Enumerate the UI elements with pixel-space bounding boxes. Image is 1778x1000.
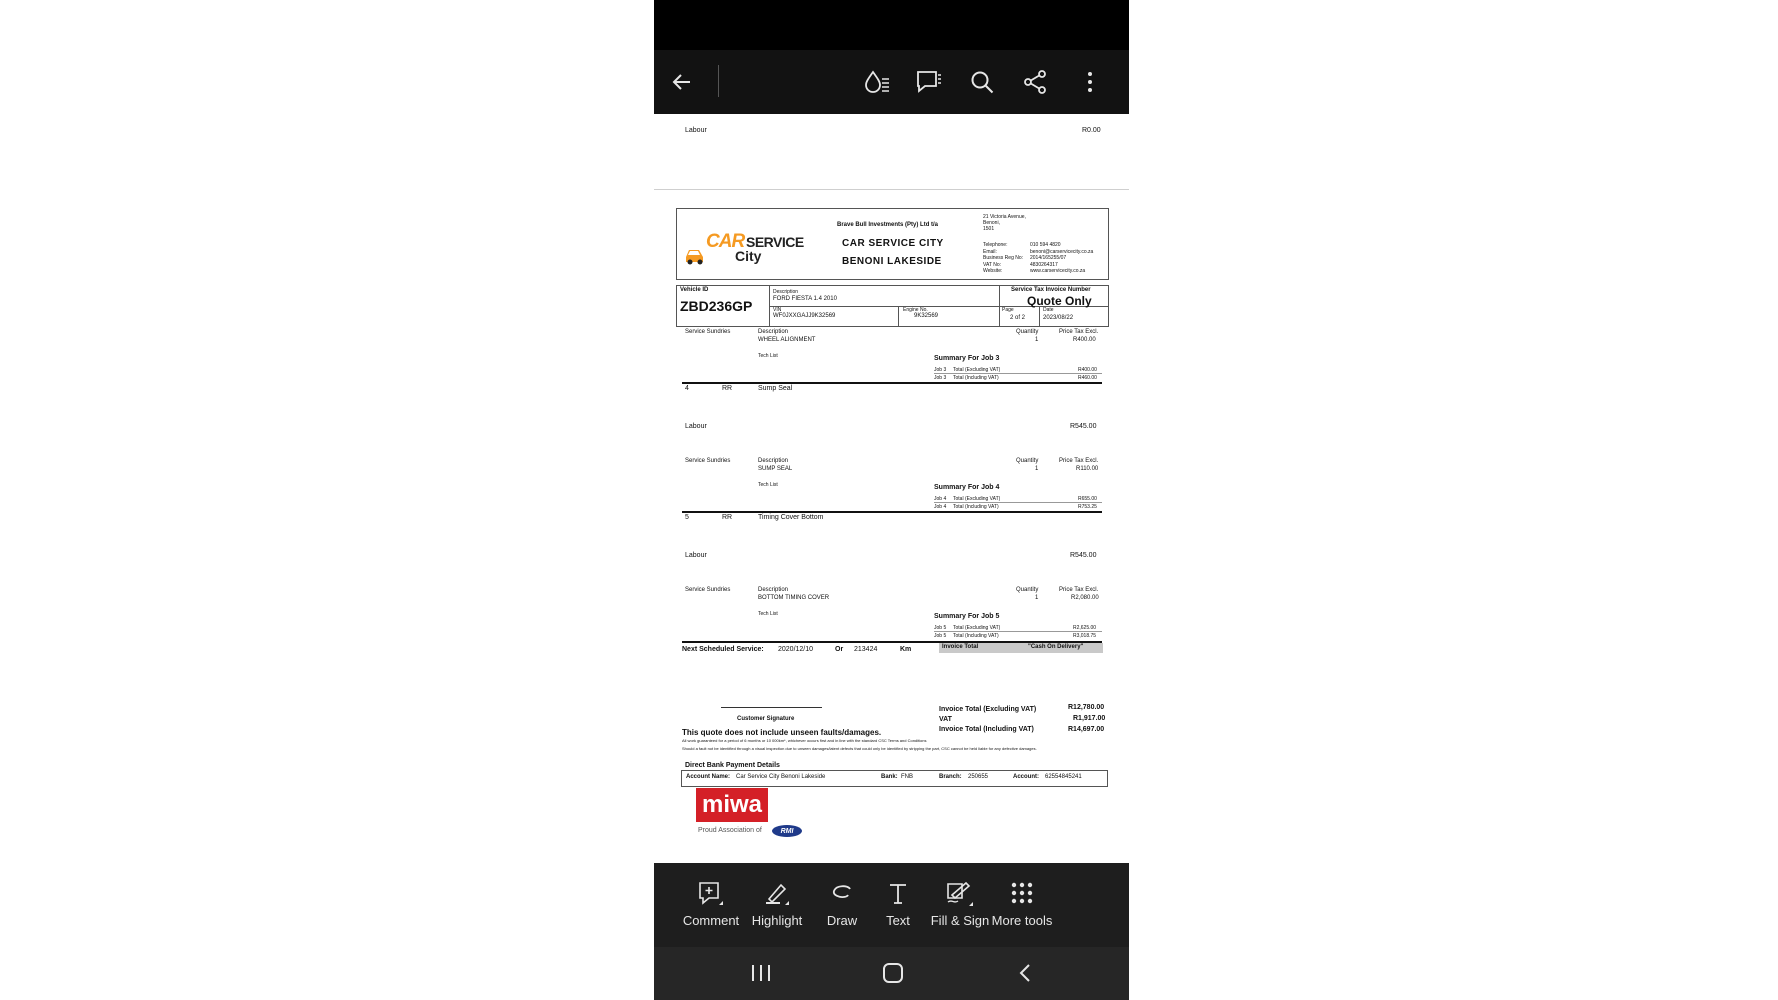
quantity-header: Quantity — [1016, 587, 1039, 593]
invoice-total-label: Invoice Total — [942, 644, 979, 650]
toolbar-divider — [718, 65, 719, 97]
invoice-total-bar — [939, 643, 1103, 653]
account-number: 62554845241 — [1045, 774, 1082, 780]
logo-city-text: City — [735, 248, 762, 264]
contact-label: Telephone: — [983, 242, 1008, 248]
company-header-box — [676, 208, 1109, 280]
branch-label: Branch: — [939, 774, 962, 780]
summary-job-label: Job 4 — [934, 504, 947, 510]
page-value: 2 of 2 — [1010, 315, 1026, 321]
summary-incl-amount: R3,018.75 — [1073, 633, 1097, 639]
contact-label: Website: — [983, 268, 1003, 274]
summary-excl-label: Total (Excluding VAT) — [953, 367, 1001, 373]
line-code: RR — [722, 514, 733, 521]
date-label: Date — [1043, 307, 1054, 313]
engine-value: 9K32569 — [914, 313, 939, 319]
job-price: R110.00 — [1076, 466, 1099, 472]
labour-label: Labour — [685, 423, 707, 430]
contact-label: Business Reg No: — [983, 255, 1024, 261]
sundries-header: Service Sundries — [685, 329, 731, 335]
line-number: 4 — [685, 385, 689, 392]
draw-tool-label: Draw — [826, 913, 858, 928]
price-header: Price Tax Excl. — [1059, 329, 1099, 335]
divider — [1039, 306, 1040, 326]
job-qty: 1 — [1035, 595, 1039, 601]
signature-label: Customer Signature — [737, 716, 795, 722]
recents-icon[interactable] — [750, 963, 772, 988]
account-name: Car Service City Benoni Lakeside — [736, 774, 826, 780]
contact-labels — [983, 242, 1023, 275]
summary-job-label: Job 5 — [934, 625, 947, 631]
logo-service-text: SERVICE — [746, 234, 804, 250]
km-text: Km — [900, 646, 912, 653]
prev-labour-label: Labour — [685, 127, 707, 134]
divider — [934, 373, 1102, 374]
km-value: 213424 — [854, 646, 878, 653]
vin-label: VIN — [773, 307, 782, 313]
highlight-tool-label: Highlight — [751, 913, 803, 928]
total-incl-value: R14,697.00 — [1068, 726, 1105, 733]
line-code: RR — [722, 385, 733, 392]
contact-label: Email: — [983, 248, 997, 255]
proud-association-text: Proud Association of — [698, 827, 762, 834]
description-header: Description — [758, 587, 789, 593]
summary-excl-label: Total (Excluding VAT) — [953, 625, 1001, 631]
ink-drop-icon[interactable] — [859, 64, 895, 100]
total-incl-label: Invoice Total (Including VAT) — [939, 726, 1034, 733]
labour-label: Labour — [685, 552, 707, 559]
divider — [682, 511, 1102, 513]
invoice-number-value: Quote Only — [1027, 294, 1092, 308]
warranty-text: All work guaranteed for a period of 6 months or 10 000km*, whichever occurs first and in line with the standard CSC Terms and Conditions — [682, 738, 927, 743]
summary-excl-label: Total (Excluding VAT) — [953, 496, 1001, 502]
text-icon — [884, 881, 912, 907]
summary-title: Summary For Job 3 — [934, 355, 1000, 362]
address-line: Benoni, — [983, 220, 1000, 226]
tech-list: Tech List — [758, 611, 778, 617]
comment-tool-label: Comment — [682, 913, 740, 928]
car-logo-icon — [683, 242, 707, 266]
price-header: Price Tax Excl. — [1059, 587, 1099, 593]
description-header: Description — [758, 329, 789, 335]
sundries-header: Service Sundries — [685, 587, 731, 593]
status-bar — [654, 0, 1129, 50]
summary-job-label: Job 3 — [934, 375, 947, 381]
invoice-number-label: Service Tax Invoice Number — [1011, 287, 1091, 293]
summary-job-label: Job 5 — [934, 633, 947, 639]
description-label: Description — [773, 289, 799, 295]
summary-job-label: Job 3 — [934, 367, 947, 373]
engine-label: Engine No. — [903, 307, 928, 313]
labour-amount: R545.00 — [1070, 423, 1097, 430]
comment-add-icon — [697, 881, 725, 907]
line-description: Sump Seal — [758, 385, 793, 392]
tech-list: Tech List — [758, 482, 778, 488]
address-line: 1501 — [983, 226, 995, 232]
signature-line — [721, 707, 822, 708]
branch-code: 250655 — [968, 774, 989, 780]
vehicle-info-box — [676, 285, 1109, 327]
contact-value: 2014/165255/07 — [1030, 255, 1067, 261]
bottom-tools-bar — [654, 863, 1129, 947]
highlight-tool-button[interactable] — [742, 881, 812, 941]
bank-details-box — [681, 770, 1108, 787]
address-line: 21 Victoria Avenue, — [983, 214, 1026, 220]
vin-value: WF0JXXGAJJ9K32569 — [773, 313, 836, 319]
share-icon[interactable] — [1017, 64, 1053, 100]
vehicle-id: ZBD236GP — [680, 298, 753, 314]
summary-incl-amount: R460.00 — [1078, 375, 1097, 381]
labour-amount: R545.00 — [1070, 552, 1097, 559]
quantity-header: Quantity — [1016, 329, 1039, 335]
sundries-header: Service Sundries — [685, 458, 731, 464]
job-item: SUMP SEAL — [758, 466, 793, 472]
quote-notice: This quote does not include unseen faults/damages. — [682, 728, 882, 737]
miwa-logo — [696, 788, 768, 822]
prev-labour-amount: R0.00 — [1082, 127, 1101, 134]
description-header: Description — [758, 458, 789, 464]
summary-incl-label: Total (Including VAT) — [953, 504, 999, 510]
summary-incl-amount: R753.25 — [1078, 504, 1097, 510]
page-label: Page — [1002, 307, 1014, 313]
tech-list: Tech List — [758, 353, 778, 359]
job-item: BOTTOM TIMING COVER — [758, 595, 830, 601]
contact-value: 010 594 4820 — [1030, 242, 1061, 248]
summary-title: Summary For Job 4 — [934, 484, 1000, 491]
fill-sign-tool-button[interactable] — [925, 881, 995, 941]
page-break — [654, 189, 1129, 190]
rmi-logo-text: RMI — [780, 827, 794, 835]
trade-name: CAR SERVICE CITY — [842, 238, 944, 249]
job-price: R2,080.00 — [1071, 595, 1099, 601]
price-header: Price Tax Excl. — [1059, 458, 1099, 464]
search-icon[interactable] — [964, 64, 1000, 100]
date-value: 2023/08/22 — [1043, 315, 1074, 321]
branch-name: BENONI LAKESIDE — [842, 256, 942, 267]
text-tool-label: Text — [886, 913, 910, 928]
divider — [682, 382, 1102, 384]
job-qty: 1 — [1035, 337, 1039, 343]
draw-icon — [828, 881, 856, 907]
pdf-document-view[interactable] — [654, 114, 1129, 863]
divider — [934, 631, 1102, 632]
summary-job-label: Job 4 — [934, 496, 947, 502]
more-tools-button[interactable] — [987, 881, 1057, 941]
job-item: WHEEL ALIGNMENT — [758, 337, 816, 343]
more-vertical-icon[interactable] — [1072, 64, 1108, 100]
back-arrow-icon[interactable] — [664, 64, 700, 100]
summary-title: Summary For Job 5 — [934, 613, 1000, 620]
text-tool-button[interactable] — [863, 881, 933, 941]
summary-excl-amount: R2,625.00 — [1073, 625, 1097, 631]
grid-icon — [1008, 881, 1036, 907]
next-service-date: 2020/12/10 — [778, 646, 814, 653]
line-number: 5 — [685, 514, 689, 521]
bank-name: FNB — [901, 774, 913, 780]
summary-incl-label: Total (Including VAT) — [953, 633, 999, 639]
account-name-label: Account Name: — [686, 774, 731, 780]
job-qty: 1 — [1035, 466, 1039, 472]
line-description: Timing Cover Bottom — [758, 514, 824, 521]
vehicle-description: FORD FIESTA 1.4 2010 — [773, 296, 837, 302]
home-icon[interactable] — [882, 962, 904, 989]
job-price: R400.00 — [1073, 337, 1096, 343]
total-excl-value: R12,780.00 — [1068, 704, 1105, 711]
top-toolbar — [654, 50, 1129, 114]
comment-tool-button[interactable] — [676, 881, 746, 941]
vehicle-id-label: Vehicle ID — [680, 287, 709, 293]
bank-title: Direct Bank Payment Details — [685, 762, 780, 769]
legal-name: Brave Bull Investments (Pty) Ltd t/a — [837, 222, 939, 228]
more-tools-label: More tools — [991, 913, 1053, 928]
cash-on-delivery: "Cash On Delivery" — [1028, 644, 1084, 650]
account-label: Account: — [1013, 774, 1039, 780]
summary-excl-amount: R655.00 — [1078, 496, 1097, 502]
divider — [898, 306, 899, 326]
system-navigation-bar — [654, 947, 1129, 1000]
highlighter-icon — [763, 881, 791, 907]
rmi-logo — [772, 825, 802, 837]
company-address — [983, 214, 1026, 232]
quantity-header: Quantity — [1016, 458, 1039, 464]
next-service-label: Next Scheduled Service: — [682, 646, 764, 653]
summary-incl-label: Total (Including VAT) — [953, 375, 999, 381]
fault-text: Should a fault not be identified through a visual inspection due to unseen damages/latent defects that could only be identified by stripping the part, CSC cannot be held liable for any defective damages. — [682, 746, 1037, 751]
or-text: Or — [835, 646, 844, 653]
phone-screen — [654, 0, 1129, 1000]
vat-value: R1,917.00 — [1073, 715, 1106, 722]
bank-label: Bank: — [881, 774, 898, 780]
fill-sign-icon — [945, 881, 975, 907]
comment-list-icon[interactable] — [911, 64, 947, 100]
summary-excl-amount: R400.00 — [1078, 367, 1097, 373]
total-excl-label: Invoice Total (Excluding VAT) — [939, 706, 1037, 713]
fill-sign-tool-label: Fill & Sign — [930, 913, 990, 928]
vat-label: VAT — [939, 716, 952, 723]
contact-values — [1030, 242, 1093, 275]
divider — [934, 502, 1102, 503]
logo-car-text: CAR — [706, 231, 745, 252]
contact-label: VAT No: — [983, 261, 1002, 268]
miwa-logo-text: miwa — [701, 791, 763, 818]
contact-value: www.carservicecity.co.za — [1030, 268, 1086, 274]
contact-value: 4830264317 — [1030, 261, 1058, 268]
contact-value: benoni@carservicecity.co.za — [1030, 248, 1094, 255]
back-icon[interactable] — [1017, 963, 1033, 988]
